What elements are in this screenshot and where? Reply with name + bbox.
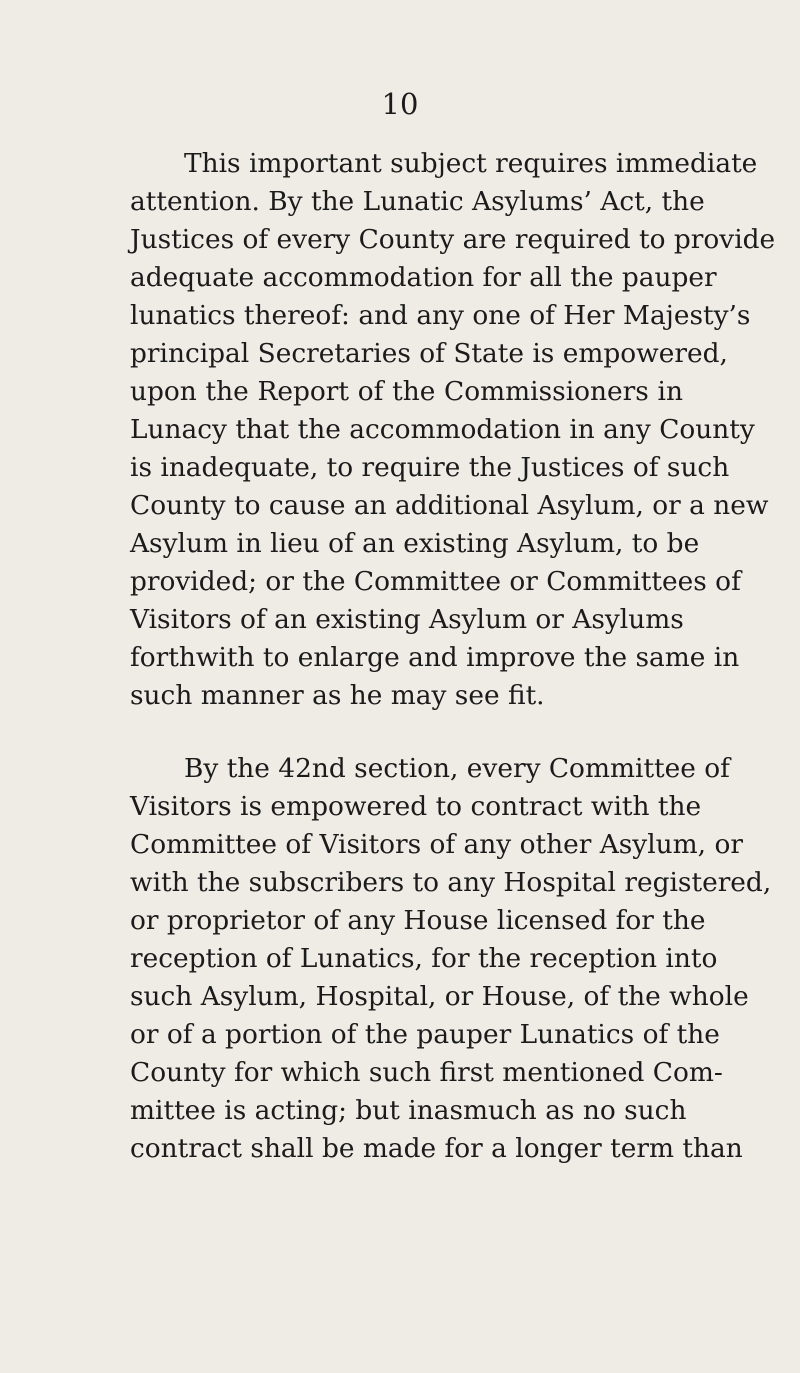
paragraph-2-line-1: By the 42nd section, every Committee of	[184, 753, 730, 784]
paragraph-2-line-9: County for which such first mentioned Com-	[130, 1057, 723, 1088]
paragraph-2-line-7: such Asylum, Hospital, or House, of the whole	[130, 981, 749, 1012]
paragraph-1-line-13: Visitors of an existing Asylum or Asylums	[130, 604, 684, 635]
paragraph-2-line-8: or of a portion of the pauper Lunatics of the	[130, 1019, 720, 1050]
paragraph-2-line-2: Visitors is empowered to contract with the	[130, 791, 702, 822]
paragraph-1-line-2: attention. By the Lunatic Asylums’ Act, the	[130, 186, 705, 217]
paragraph-1-line-5: lunatics thereof: and any one of Her Majesty’s	[130, 300, 751, 331]
paragraph-2-line-10: mittee is acting; but inasmuch as no such	[130, 1095, 687, 1126]
paragraph-2-line-3: Committee of Visitors of any other Asylum, or	[130, 829, 743, 860]
paragraph-1-line-12: provided; or the Committee or Committees of	[130, 566, 741, 597]
paragraph-1-line-11: Asylum in lieu of an existing Asylum, to be	[130, 528, 700, 559]
paragraph-1-line-10: County to cause an additional Asylum, or a new	[130, 490, 769, 521]
paragraph-2-line-6: reception of Lunatics, for the reception into	[130, 943, 718, 974]
paragraph-1-line-14: forthwith to enlarge and improve the same in	[130, 642, 740, 673]
paragraph-2-line-11: contract shall be made for a longer term than	[130, 1133, 743, 1164]
page-number: 10	[381, 87, 419, 121]
paragraph-2-line-4: with the subscribers to any Hospital registered,	[130, 867, 772, 898]
paragraph-1-line-9: is inadequate, to require the Justices of such	[130, 452, 730, 483]
paragraph-1-line-6: principal Secretaries of State is empowered,	[130, 338, 728, 369]
paragraph-2-line-5: or proprietor of any House licensed for the	[130, 905, 706, 936]
paragraph-1-line-7: upon the Report of the Commissioners in	[130, 376, 683, 407]
paragraph-1-line-15: such manner as he may see fit.	[130, 680, 545, 711]
paragraph-1-line-3: Justices of every County are required to provide	[130, 224, 776, 255]
paragraph-1-line-1: This important subject requires immediate	[184, 148, 758, 179]
paragraph-1-line-4: adequate accommodation for all the pauper	[130, 262, 717, 293]
paragraph-1-line-8: Lunacy that the accommodation in any County	[130, 414, 755, 445]
